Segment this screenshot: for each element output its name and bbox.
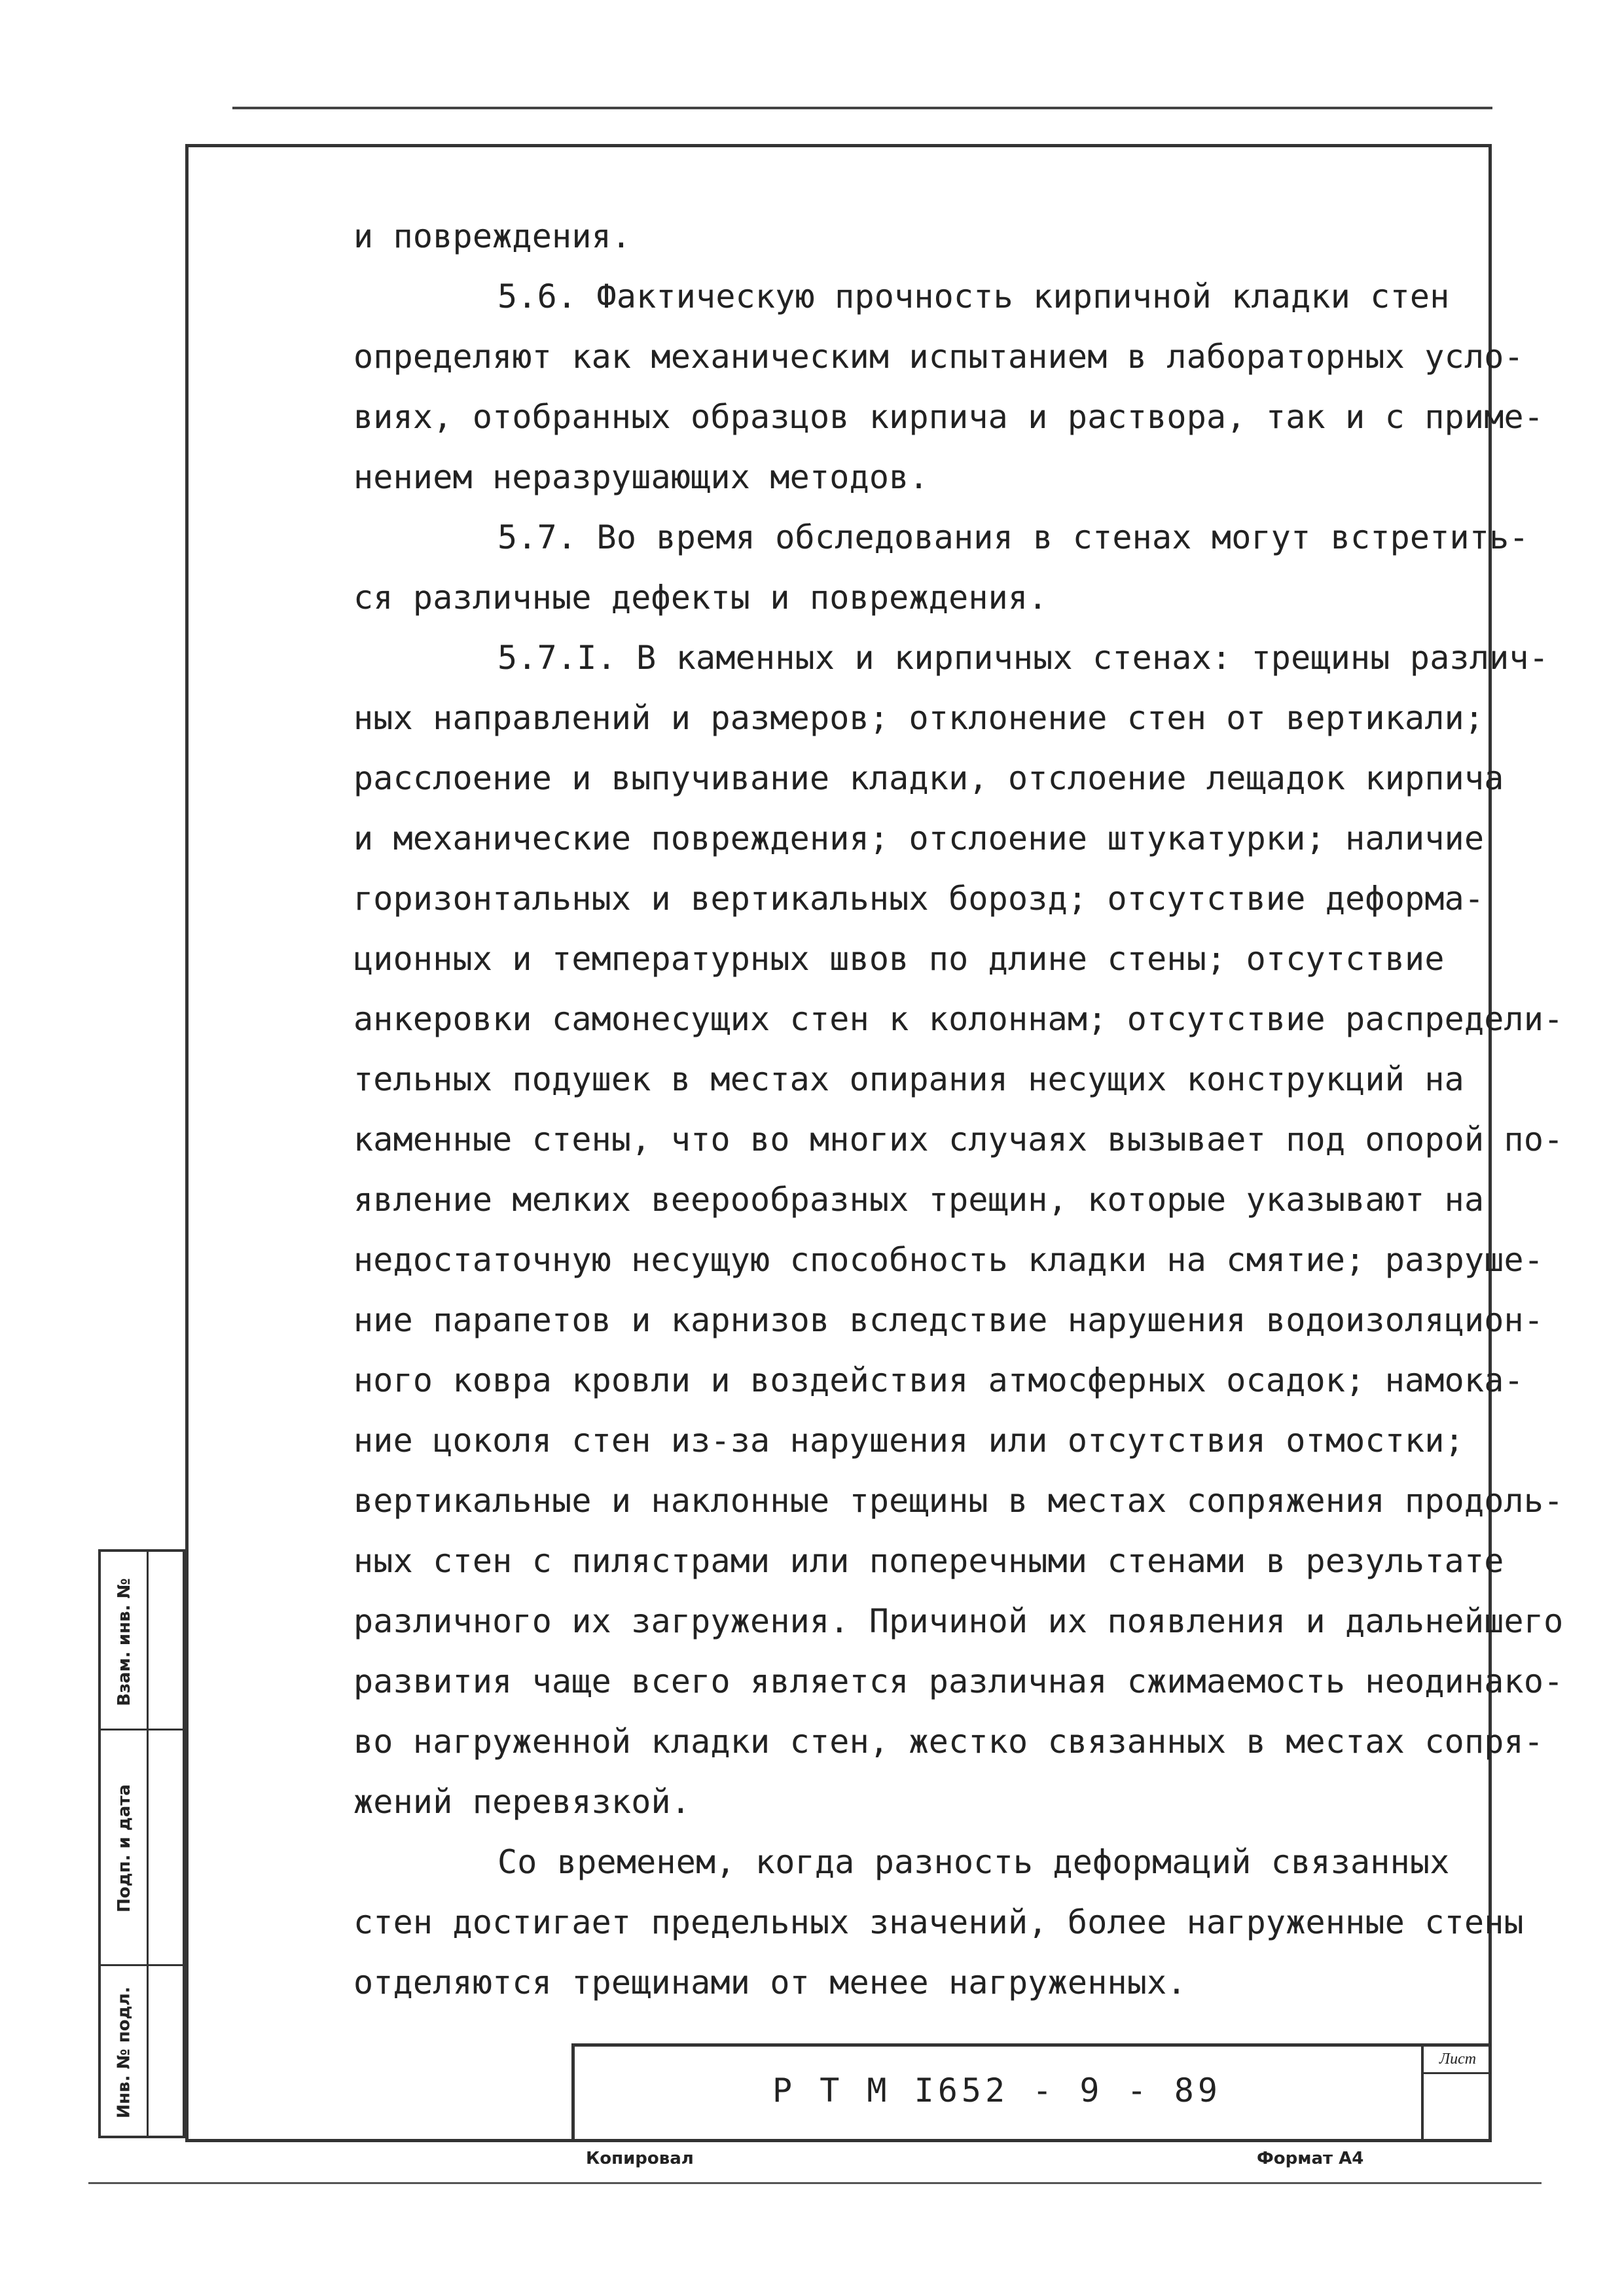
sheet-number-box — [1421, 2047, 1492, 2142]
text-line: Со временем, когда разность деформаций связанных — [497, 1843, 1450, 1881]
text-line: и механические повреждения; отслоение штукатурки; наличие — [353, 819, 1485, 857]
stamp-original-inventory-label: Инв. № подл. — [115, 1986, 134, 2119]
text-line: ных направлений и размеров; отклонение стен от вертикали; — [353, 699, 1485, 737]
text-line: виях, отобранных образцов кирпича и раствора, так и с приме- — [353, 398, 1544, 436]
text-line: недостаточную несущую способность кладки на смятие; разруше- — [353, 1241, 1544, 1279]
text-line: расслоение и выпучивание кладки, отслоение лещадок кирпича — [353, 759, 1504, 797]
stamp-row-divider — [101, 1964, 183, 1966]
sheet-label: Лист — [1424, 2047, 1492, 2074]
footer-copied-by: Копировал — [586, 2149, 694, 2168]
text-line: определяют как механическим испытанием в лабораторных усло- — [353, 338, 1524, 376]
text-line: и повреждения. — [353, 217, 632, 255]
text-line: жений перевязкой. — [353, 1783, 691, 1821]
stamp-signature-date-label: Подп. и дата — [115, 1784, 135, 1912]
bottom-border-line — [88, 2182, 1542, 2184]
text-line: ных стен с пилястрами или поперечными стенами в результате — [353, 1542, 1504, 1580]
top-border-line — [232, 107, 1492, 109]
text-line: нением неразрушающих методов. — [353, 458, 929, 496]
body-text — [353, 206, 1564, 2013]
text-line: ционных и температурных швов по длине стены; отсутствие — [353, 940, 1445, 978]
text-line: различного их загружения. Причиной их появления и дальнейшего — [353, 1602, 1564, 1640]
approval-stamp — [98, 1549, 185, 2138]
text-line: каменные стены, что во многих случаях вызывает под опорой по- — [353, 1121, 1564, 1158]
text-line: тельных подушек в местах опирания несущих конструкций на — [353, 1060, 1464, 1098]
document-number: Р Т М I652 - 9 - 89 — [772, 2072, 1221, 2109]
text-line: ние парапетов и карнизов вследствие нарушения водоизоляцион- — [353, 1301, 1544, 1339]
text-line: во нагруженной кладки стен, жестко связанных в местах сопря- — [353, 1723, 1544, 1761]
text-line: горизонтальных и вертикальных борозд; отсутствие деформа- — [353, 880, 1485, 918]
text-line: ного ковра кровли и воздействия атмосферных осадок; намока- — [353, 1361, 1524, 1399]
text-line: развития чаще всего является различная сжимаемость неодинако- — [353, 1662, 1564, 1700]
text-line: явление мелких веерообразных трещин, которые указывают на — [353, 1181, 1485, 1219]
text-line: 5.7. Во время обследования в стенах могут встретить- — [497, 518, 1529, 556]
text-line: 5.7.I. В каменных и кирпичных стенах: трещины различ- — [497, 639, 1549, 677]
title-block — [571, 2043, 1492, 2142]
stamp-replacement-inventory-label: Взам. инв. № — [115, 1577, 134, 1706]
footer-format: Формат А4 — [1257, 2149, 1364, 2168]
text-line: отделяются трещинами от менее нагруженных. — [353, 1964, 1187, 2001]
stamp-row-divider — [101, 1729, 183, 1731]
text-line: ние цоколя стен из-за нарушения или отсутствия отмостки; — [353, 1422, 1464, 1460]
text-line: ся различные дефекты и повреждения. — [353, 579, 1048, 617]
stamp-column-divider — [147, 1552, 149, 2136]
text-line: анкеровки самонесущих стен к колоннам; отсутствие распредели- — [353, 1000, 1564, 1038]
text-line: стен достигает предельных значений, более нагруженные стены — [353, 1903, 1524, 1941]
text-line: вертикальные и наклонные трещины в местах сопряжения продоль- — [353, 1482, 1564, 1520]
text-line: 5.6. Фактическую прочность кирпичной кладки стен — [497, 278, 1450, 315]
